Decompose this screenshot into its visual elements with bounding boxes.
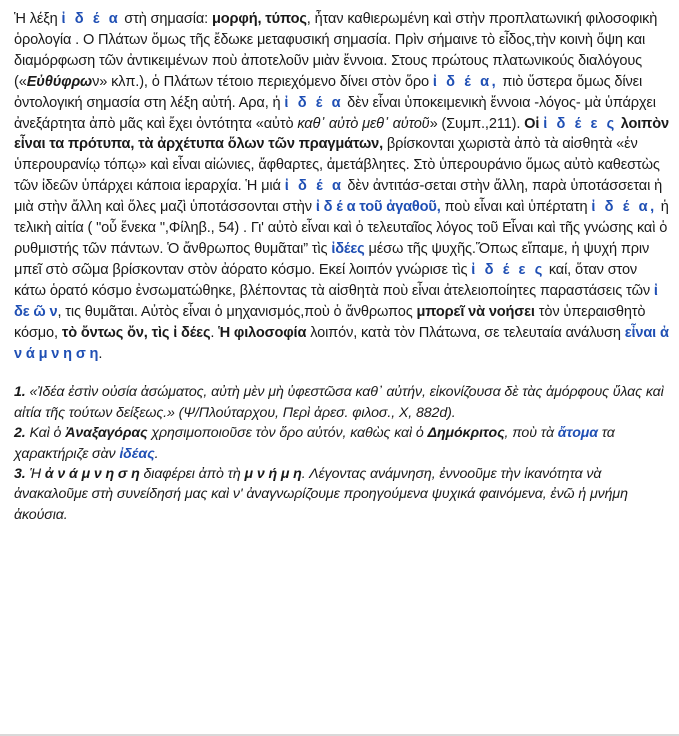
term-idea: ἰ δ έ α [284, 94, 344, 111]
text-run: τὸν ὑπεραισθητὸ κόσμο, [14, 303, 646, 341]
text-run: δὲν ἀντιτάσ-σεται στὴν ἄλλη, παρὰ ὑποτάσσεται ἡ μιὰ στὴν ἄλλη καὶ ὅλες μαζὶ ὑποτάσσονται στὴν [14, 178, 663, 216]
footnote-text: . Λέγοντας ανάμνηση, ἐννοοῦμε τὴν ἱκανότητα νὰ ἀνακαλοῦμε στὴ συνείδησή μας καὶ ν' ἀναγνωρίζουμε προηγούμενα ψυχικά φαινόμενα, ἐνῶ ἡ μνήμη ἀκούσια. [14, 466, 628, 523]
bold-phrase: Ἡ φιλοσοφία [218, 324, 307, 341]
term-ideas: ἰ δ έ ε ς [471, 261, 545, 278]
footnote-3 [14, 464, 670, 525]
term-ideas: ἰδέας [119, 445, 155, 462]
text-run: καί, ὅταν στον κάτω ὁρατό κόσμο ἐνσωματώθηκε, βλέποντας τὰ αἰσθητὰ ποὺ εἶναι ἀτελειοποίητες παραστάσεις τῶν [14, 261, 654, 299]
term-ideas: ἰδέες [331, 240, 365, 257]
italic-phrase: καθ᾽ αὐτὸ μεθ᾽ αὐτοῦ [297, 115, 430, 132]
footnote-number: 1. [14, 384, 26, 401]
text-run: δὲν εἶναι ὑποκειμενικὴ ἔννοια -λόγος- μὰ ὑπάρχει ἀνεξάρτητα ἀπὸ μᾶς καὶ ἔχει ὀντότητα «αὐτὸ [14, 94, 656, 132]
text-run: Ἡ λέξη [14, 11, 62, 27]
name-democritus: Δημόκριτος [427, 425, 505, 442]
term-ideas: ἰ δ έ ε ς [543, 115, 617, 132]
footnote-text: «Ἰδέα ἐστὶν οὐσία ἀσώματος, αὐτὴ μὲν μὴ ὑφεστῶσα καθ᾽ αὐτήν, εἰκονίζουσα δὲ τὰς ἀμόρφους ὕλας καὶ αἰτία τῆς τούτων δείξεως.» (Ψ/Πλούταρχου, Περὶ ἀρεσ. φιλοσ., Χ, 882d). [14, 384, 664, 421]
bold-phrase: λοιπὸν εἶναι τα πρότυπα, τὰ ἀρχέτυπα ὅλων τῶν πραγμάτων, [14, 115, 669, 153]
term-idea: ἰ δ έ α, [432, 73, 499, 90]
text-run: στὴ σημασία: [120, 11, 212, 27]
text-run: λοιπόν, κατὰ τὸν Πλάτωνα, σε τελευταία ανάλυση [306, 324, 625, 341]
term-ideon: ἰ δε ῶ ν [14, 282, 658, 320]
text-run: , ἦταν καθιερωμένη καὶ στὴν προπλατωνική φιλοσοφικὴ ὁρολογία . Ο Πλάτων ὅμως τῆς ἔδωκε μεταφυσική σημασία. Πρὶν σήμαινε τὸ εἶδος,τὴν κοινὴ ὄψη και διαμόρφωση τῶν ἀντικειμένων ποὺ ἀποτελοῦν μιὰν ἔννοια. Στους πρώτους πλατωνικούς διαλόγους (« [14, 11, 658, 90]
footnote-text: Ἡ [25, 466, 45, 483]
text-run: ν» κλπ.), ὁ Πλάτων τέτοιο περιεχόμενο δίνει στὸν ὅρο [92, 73, 433, 90]
term-idea: ἰ δ έ α, [591, 199, 657, 216]
text-run: » (Συμπ.,211). [429, 115, 525, 132]
dialogue-title: Εὐθύφρω [26, 73, 93, 90]
footnote-1 [14, 382, 670, 423]
footnote-2 [14, 423, 670, 464]
footnote-text: χρησιμοποιοῦσε τὸν ὅρο αὐτόν, καθὼς καὶ ὁ [147, 425, 428, 442]
term-mneme: μ ν ή μ η [244, 466, 302, 483]
text-run: μέσω τῆς ψυχῆς.Ὅπως εἴπαμε, ἡ ψυχή πριν μπεῖ στὸ σῶμα βρίσκονταν στὸν ἀόρατο κόσμο. Εκεί λοιπόν γνώρισε τὶς [14, 240, 650, 278]
text-run: . [98, 345, 103, 362]
main-paragraph [14, 9, 670, 364]
bold-phrase: Οἱ [524, 115, 540, 132]
term-idea: ἰ δ έ α [61, 11, 121, 27]
term-idea: ἰ δ έ α [284, 178, 344, 195]
document-page [14, 9, 670, 525]
text-run: ἡ τελικὴ αἰτία ( "οὗ ἕνεκα ",Φίληβ., 54) . Γι' αὐτὸ εἶναι καὶ ὁ τελευταῖος λόγος τοῦ Εἶναι καὶ τῆς γνώσης καὶ ὁ ρυθμιστής τῶν πάντων. Ὁ ἄνθρωπος θυμᾶται” τὶς [14, 199, 669, 257]
text-run: βρίσκονται χωριστὰ ἀπὸ τὰ αἰσθητὰ «ἐν ὑπερουρανίῳ τόπῳ» καὶ εἶναι αἰώνιες, ἄφθαρτες, ἀμετάβλητες. Στὸ ὑπερουράνιο ὅμως αὐτὸ καθεστὼς τῶν ἰδεῶν ὑπάρχει κάποια ἱεραρχία. Ἡ μιά [14, 136, 660, 195]
text-run: πιὸ ὕστερα ὅμως δίνει ὀντολογική σημασία στη λέξη αὐτή. Αρα, ἡ [14, 73, 643, 111]
name-anaxagoras: Ἀναξαγόρας [65, 425, 148, 442]
bold-phrase: τὸ ὄντως ὄν, τὶς ἰ δέες [61, 324, 211, 341]
footnotes [14, 382, 670, 525]
text-run: , τις θυμᾶται. Αὐτὸς εἶναι ὁ μηχανισμός,ποὺ ὁ ἄνθρωπος [57, 303, 417, 320]
text-run: . [210, 324, 219, 341]
bold-phrase: μπορεῖ νὰ νοήσει [416, 303, 535, 320]
footnote-number: 3. [14, 466, 26, 483]
footnote-text: Καὶ ὁ [25, 425, 66, 442]
bold-phrase: μορφή, τύπος [211, 11, 307, 27]
footnote-text: . [154, 445, 159, 462]
text-run: ποὺ εἶναι καὶ ὑπέρτατη [440, 199, 592, 216]
term-anamnesis: εἶναι ἀ ν ά μ ν η σ η [14, 324, 669, 362]
footnote-text: , ποὺ τὰ [504, 425, 558, 442]
footnote-text: τα χαρακτήριζε σὰν [14, 425, 615, 462]
term-atoma: ἄτομα [557, 425, 598, 442]
footnote-number: 2. [14, 425, 26, 442]
term-idea-of-good: ἰ δ έ α τοῦ ἀγαθοῦ, [315, 199, 441, 216]
footnote-text: διαφέρει ἀπὸ τὴ [139, 466, 245, 483]
term-anamnesis: ἀ ν ά μ ν η σ η [44, 466, 140, 483]
